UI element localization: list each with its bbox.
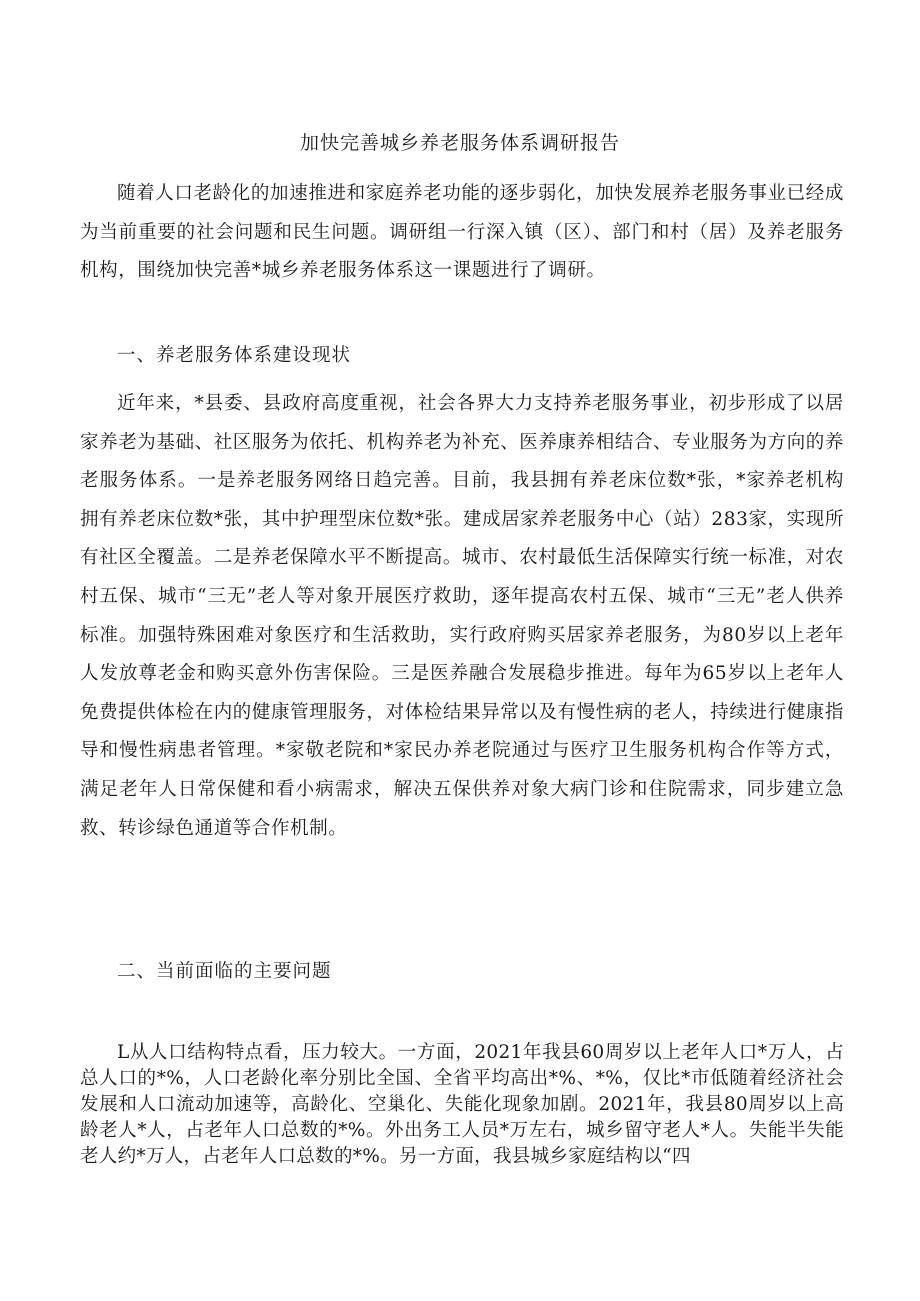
section-2-paragraph: L从人口结构特点看，压力较大。一方面，2021年我县60周岁以上老年人口*万人，占总人口的*%，人口老龄化率分别比全国、全省平均高出*%、*%，仅比*市低随着经济社会发展和人口流动加速等，高龄化、空巢化、失能化现象加剧。2021年，我县80周岁以上高龄老人*人，占老年人口总数的*%。外出务工人员*万左右，城乡留守老人*人。失能半失能老人约*万人，占老年人口总数的*%。另一方面，我县城乡家庭结构以“四 (80, 1042, 844, 1167)
section-heading-2: 二、当前面临的主要问题 (117, 961, 332, 982)
intro-paragraph: 随着人口老龄化的加速推进和家庭养老功能的逐步弱化，加快发展养老服务事业已经成为当前重要的社会问题和民生问题。调研组一行深入镇（区）、部门和村（居）及养老服务机构，围绕加快完善*城乡养老服务体系这一课题进行了调研。 (80, 183, 844, 282)
document-title: 加快完善城乡养老服务体系调研报告 (299, 132, 620, 154)
section-1-paragraph: 近年来，*县委、县政府高度重视，社会各界大力支持养老服务事业，初步形成了以居家养老为基础、社区服务为依托、机构养老为补充、医养康养相结合、专业服务为方向的养老服务体系。一是养老服务网络日趋完善。目前，我县拥有养老床位数*张，*家养老机构拥有养老床位数*张，其中护理型床位数*张。建成居家养老服务中心（站）283家，实现所有社区全覆盖。二是养老保障水平不断提高。城市、农村最低生活保障实行统一标准，对农村五保、城市“三无”老人等对象开展医疗救助，逐年提高农村五保、城市“三无”老人供养标准。加强特殊困难对象医疗和生活救助，实行政府购买居家养老服务，为80岁以上老年人发放尊老金和购买意外伤害保险。三是医养融合发展稳步推进。每年为65岁以上老年人免费提供体检在内的健康管理服务，对体检结果异常以及有慢性病的老人，持续进行健康指导和慢性病患者管理。*家敬老院和*家民办养老院通过与医疗卫生服务机构合作等方式，满足老年人日常保健和看小病需求，解决五保供养对象大病门诊和住院需求，同步建立急救、转诊绿色通道等合作机制。 (80, 393, 845, 839)
section-heading-1: 一、养老服务体系建设现状 (117, 345, 352, 366)
